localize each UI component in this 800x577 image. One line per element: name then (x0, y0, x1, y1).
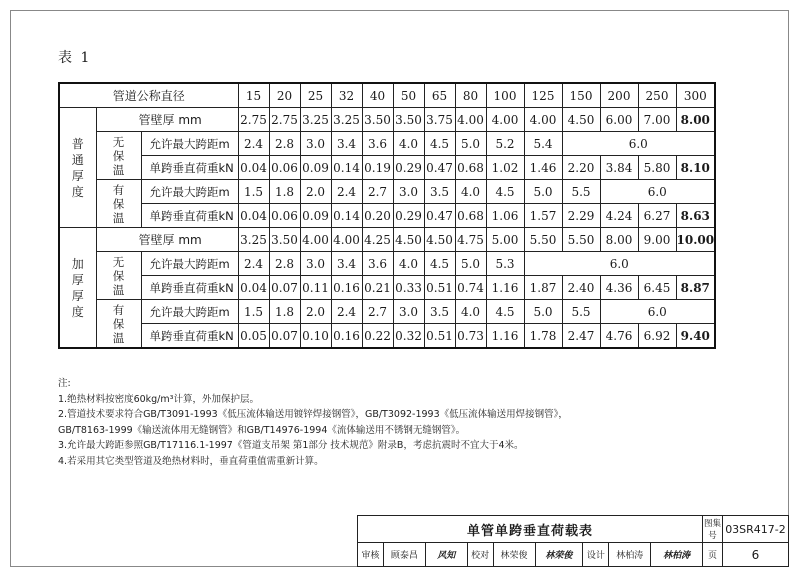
wall-value: 4.00 (331, 228, 362, 252)
span-value: 5.0 (455, 132, 486, 156)
load-value: 0.68 (455, 156, 486, 180)
load-value: 0.09 (300, 204, 331, 228)
span-value: 1.8 (269, 300, 300, 324)
span-value: 3.0 (393, 300, 424, 324)
load-value: 5.80 (638, 156, 676, 180)
load-value: 1.02 (486, 156, 524, 180)
span-value: 3.5 (424, 300, 455, 324)
load-value: 0.04 (238, 204, 269, 228)
load-value: 9.40 (676, 324, 715, 349)
load-label: 单跨垂直荷重kN (141, 276, 238, 300)
load-label: 单跨垂直荷重kN (141, 324, 238, 349)
check-signature: 林荣俊 (535, 543, 583, 567)
notes (58, 376, 568, 470)
span-value: 5.0 (524, 180, 562, 204)
wall-value: 3.25 (238, 228, 269, 252)
wall-value: 8.00 (676, 108, 715, 132)
load-value: 4.36 (600, 276, 638, 300)
group-label-char: 普 (71, 136, 84, 151)
span-value: 2.4 (331, 180, 362, 204)
load-value: 0.07 (269, 276, 300, 300)
note-line: 1.绝热材料按密度60kg/m³计算，外加保护层。 (58, 393, 259, 405)
load-value: 4.24 (600, 204, 638, 228)
span-value: 3.6 (362, 132, 393, 156)
wall-value: 3.50 (269, 228, 300, 252)
design-signature: 林柏涛 (651, 543, 703, 567)
wall-thickness-row (59, 108, 715, 132)
span-value: 4.5 (424, 252, 455, 276)
page-number: 6 (722, 543, 788, 567)
load-value: 1.87 (524, 276, 562, 300)
load-value: 1.46 (524, 156, 562, 180)
wall-value: 8.00 (600, 228, 638, 252)
group-label-char: 有 (112, 302, 125, 317)
group-label-char: 厚 (71, 272, 84, 287)
wall-label: 管壁厚 mm (96, 228, 238, 252)
load-row (59, 324, 715, 349)
wall-label: 管壁厚 mm (96, 108, 238, 132)
span-value: 5.4 (524, 132, 562, 156)
wall-value: 10.00 (676, 228, 715, 252)
span-value: 5.0 (524, 300, 562, 324)
span-value: 2.4 (331, 300, 362, 324)
group-label-char: 无 (112, 134, 125, 149)
load-value: 0.04 (238, 276, 269, 300)
span-value: 2.7 (362, 180, 393, 204)
group-label-char: 温 (112, 330, 125, 345)
diameter-header: 50 (393, 83, 424, 108)
load-value: 8.63 (676, 204, 715, 228)
load-value: 0.29 (393, 204, 424, 228)
span-value: 5.5 (562, 180, 600, 204)
span-value: 4.5 (424, 132, 455, 156)
note-line: 注: (58, 378, 71, 389)
atlas-number: 03SR417-2 (722, 516, 788, 543)
wall-value: 3.50 (393, 108, 424, 132)
span-value: 1.5 (238, 300, 269, 324)
title-block (357, 515, 789, 567)
group-label-char: 厚 (71, 168, 84, 183)
header-row (59, 83, 715, 108)
wall-value: 3.25 (300, 108, 331, 132)
load-value: 0.51 (424, 276, 455, 300)
span-value: 2.8 (269, 252, 300, 276)
span-value: 4.0 (393, 132, 424, 156)
load-value: 2.47 (562, 324, 600, 349)
load-row (59, 156, 715, 180)
load-value: 0.14 (331, 156, 362, 180)
group-label-char: 温 (112, 162, 125, 177)
span-value: 2.4 (238, 132, 269, 156)
load-value: 2.29 (562, 204, 600, 228)
span-value: 3.4 (331, 252, 362, 276)
note-line: GB/T8163-1999《输送流体用无缝钢管》和GB/T14976-1994《流体输送用不锈钢无缝钢管》。 (58, 424, 466, 436)
group-label-char: 度 (71, 304, 84, 319)
diameter-header: 25 (300, 83, 331, 108)
diameter-header: 32 (331, 83, 362, 108)
group-label-char: 度 (71, 184, 84, 199)
wall-value: 7.00 (638, 108, 676, 132)
load-value: 0.06 (269, 204, 300, 228)
load-value: 1.78 (524, 324, 562, 349)
drawing-title: 单管单跨垂直荷载表 (358, 516, 703, 543)
span-value: 4.0 (393, 252, 424, 276)
load-value: 8.10 (676, 156, 715, 180)
load-value: 0.68 (455, 204, 486, 228)
wall-value: 5.50 (562, 228, 600, 252)
span-row (59, 132, 715, 156)
diameter-header: 15 (238, 83, 269, 108)
group-label-char: 加 (71, 256, 84, 271)
header-label: 管道公称直径 (59, 83, 238, 108)
load-table (58, 82, 716, 349)
load-row (59, 276, 715, 300)
span-label: 允许最大跨距m (141, 252, 238, 276)
review-signature: 风知 (425, 543, 467, 567)
diameter-header: 200 (600, 83, 638, 108)
group-label-char: 保 (112, 196, 125, 211)
load-value: 0.22 (362, 324, 393, 349)
load-value: 0.29 (393, 156, 424, 180)
designer-name: 林柏涛 (609, 543, 651, 567)
load-label: 单跨垂直荷重kN (141, 156, 238, 180)
group-label-char: 保 (112, 268, 125, 283)
span-tail-value: 6.0 (562, 132, 715, 156)
wall-value: 4.75 (455, 228, 486, 252)
span-value: 2.4 (238, 252, 269, 276)
wall-value: 4.00 (300, 228, 331, 252)
wall-value: 4.50 (424, 228, 455, 252)
group-label-char: 厚 (71, 288, 84, 303)
atlas-label: 图集号 (703, 516, 723, 543)
load-value: 6.27 (638, 204, 676, 228)
diameter-header: 300 (676, 83, 715, 108)
note-line: 2.管道技术要求符合GB/T3091-1993《低压流体输送用镀锌焊接钢管》，GB/T3092-1993《低压流体输送用焊接钢管》， (58, 409, 568, 421)
load-value: 0.21 (362, 276, 393, 300)
group-label-char: 温 (112, 210, 125, 225)
wall-value: 6.00 (600, 108, 638, 132)
load-value: 6.45 (638, 276, 676, 300)
diameter-header: 65 (424, 83, 455, 108)
span-value: 2.0 (300, 180, 331, 204)
wall-value: 4.00 (455, 108, 486, 132)
load-value: 0.19 (362, 156, 393, 180)
group-label (96, 132, 141, 180)
span-row (59, 252, 715, 276)
group-label-char: 保 (112, 148, 125, 163)
span-value: 1.5 (238, 180, 269, 204)
load-row (59, 204, 715, 228)
load-value: 0.16 (331, 324, 362, 349)
group-label-char: 保 (112, 316, 125, 331)
load-value: 0.14 (331, 204, 362, 228)
wall-value: 4.25 (362, 228, 393, 252)
group-label (96, 252, 141, 300)
span-row (59, 180, 715, 204)
load-value: 0.10 (300, 324, 331, 349)
wall-value: 3.25 (331, 108, 362, 132)
checker-name: 林荣俊 (493, 543, 535, 567)
span-value: 3.6 (362, 252, 393, 276)
load-value: 8.87 (676, 276, 715, 300)
load-value: 0.04 (238, 156, 269, 180)
group-label (96, 300, 141, 349)
diameter-header: 40 (362, 83, 393, 108)
note-line: 4.若采用其它类型管道及绝热材料时，垂直荷重值需重新计算。 (58, 455, 324, 467)
note-line: 3.允许最大跨距参照GB/T17116.1-1997《管道支吊架 第1部分 技术规范》附录B，考虑抗震时不宜大于4米。 (58, 440, 524, 452)
diameter-header: 80 (455, 83, 486, 108)
wall-value: 2.75 (238, 108, 269, 132)
group-label-char: 通 (71, 152, 84, 167)
wall-value: 3.75 (424, 108, 455, 132)
group-label (59, 108, 96, 228)
load-value: 3.84 (600, 156, 638, 180)
span-label: 允许最大跨距m (141, 180, 238, 204)
span-label: 允许最大跨距m (141, 300, 238, 324)
span-value: 2.0 (300, 300, 331, 324)
span-value: 4.0 (455, 300, 486, 324)
load-value: 0.05 (238, 324, 269, 349)
span-tail-value: 6.0 (600, 180, 715, 204)
span-value: 3.0 (300, 252, 331, 276)
reviewer-name: 顾泰昌 (383, 543, 425, 567)
load-value: 4.76 (600, 324, 638, 349)
span-value: 5.2 (486, 132, 524, 156)
diameter-header: 100 (486, 83, 524, 108)
span-value: 4.5 (486, 180, 524, 204)
load-value: 0.32 (393, 324, 424, 349)
load-value: 0.11 (300, 276, 331, 300)
table-caption: 表 1 (58, 50, 92, 66)
span-label: 允许最大跨距m (141, 132, 238, 156)
group-label-char: 有 (112, 182, 125, 197)
check-label: 校对 (467, 543, 493, 567)
group-label (96, 180, 141, 228)
load-value: 0.73 (455, 324, 486, 349)
review-label: 审核 (358, 543, 384, 567)
wall-value: 9.00 (638, 228, 676, 252)
load-value: 2.20 (562, 156, 600, 180)
span-value: 4.5 (486, 300, 524, 324)
span-value: 3.5 (424, 180, 455, 204)
load-value: 0.06 (269, 156, 300, 180)
load-value: 0.20 (362, 204, 393, 228)
span-row (59, 300, 715, 324)
load-value: 0.51 (424, 324, 455, 349)
span-value: 3.0 (393, 180, 424, 204)
span-tail-value: 6.0 (600, 300, 715, 324)
diameter-header: 150 (562, 83, 600, 108)
wall-value: 5.50 (524, 228, 562, 252)
design-label: 设计 (583, 543, 609, 567)
load-label: 单跨垂直荷重kN (141, 204, 238, 228)
load-value: 1.16 (486, 276, 524, 300)
load-value: 1.16 (486, 324, 524, 349)
span-value: 1.8 (269, 180, 300, 204)
load-value: 1.57 (524, 204, 562, 228)
wall-thickness-row (59, 228, 715, 252)
load-value: 0.33 (393, 276, 424, 300)
span-value: 5.3 (486, 252, 524, 276)
group-label-char: 无 (112, 254, 125, 269)
load-value: 1.06 (486, 204, 524, 228)
wall-value: 4.00 (486, 108, 524, 132)
span-value: 4.0 (455, 180, 486, 204)
wall-value: 2.75 (269, 108, 300, 132)
diameter-header: 20 (269, 83, 300, 108)
load-value: 0.47 (424, 156, 455, 180)
load-value: 0.74 (455, 276, 486, 300)
group-label-char: 温 (112, 282, 125, 297)
wall-value: 4.00 (524, 108, 562, 132)
span-value: 2.8 (269, 132, 300, 156)
wall-value: 4.50 (393, 228, 424, 252)
load-value: 0.47 (424, 204, 455, 228)
diameter-header: 125 (524, 83, 562, 108)
page-label: 页 (703, 543, 723, 567)
load-value: 0.07 (269, 324, 300, 349)
load-value: 2.40 (562, 276, 600, 300)
span-tail-value: 6.0 (524, 252, 715, 276)
span-value: 5.5 (562, 300, 600, 324)
load-value: 6.92 (638, 324, 676, 349)
wall-value: 3.50 (362, 108, 393, 132)
span-value: 3.4 (331, 132, 362, 156)
diameter-header: 250 (638, 83, 676, 108)
span-value: 2.7 (362, 300, 393, 324)
wall-value: 4.50 (562, 108, 600, 132)
span-value: 5.0 (455, 252, 486, 276)
wall-value: 5.00 (486, 228, 524, 252)
load-value: 0.09 (300, 156, 331, 180)
span-value: 3.0 (300, 132, 331, 156)
load-value: 0.16 (331, 276, 362, 300)
group-label (59, 228, 96, 349)
